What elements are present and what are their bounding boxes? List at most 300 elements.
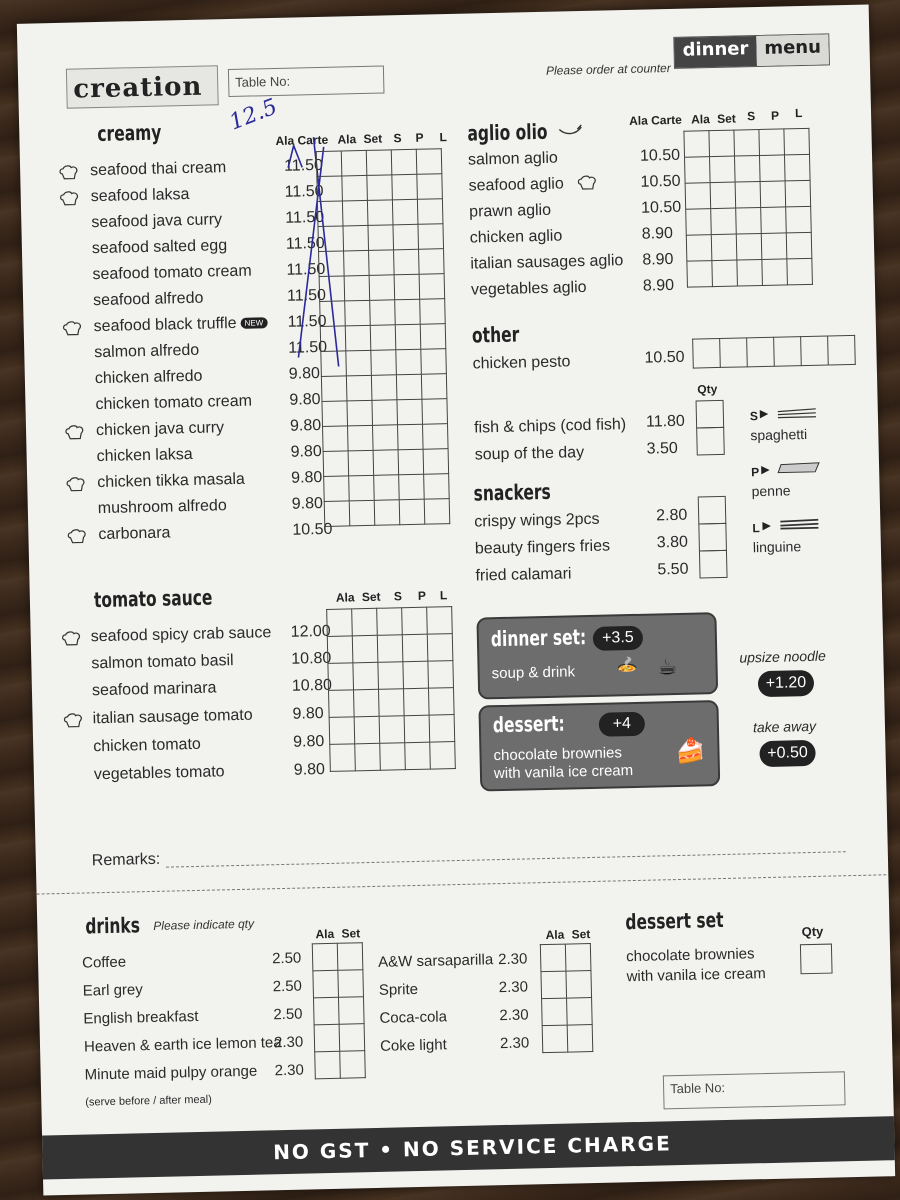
order-cell[interactable] — [367, 175, 393, 201]
order-cell[interactable] — [329, 690, 355, 718]
order-cell[interactable] — [566, 971, 592, 999]
item-name: chicken tomato cream — [95, 392, 253, 414]
item-price: 10.50 — [644, 348, 685, 367]
item-price: 11.50 — [286, 286, 327, 305]
item-price: 10.80 — [291, 649, 332, 668]
order-cell[interactable] — [329, 717, 355, 745]
item-price: 2.30 — [497, 950, 528, 969]
order-cell[interactable] — [784, 128, 810, 155]
aglio-order-grid[interactable] — [683, 128, 813, 288]
order-cell[interactable] — [324, 476, 350, 502]
order-cell[interactable] — [687, 261, 713, 288]
upsize-price: +1.20 — [758, 670, 815, 697]
qty-box[interactable] — [696, 400, 725, 429]
order-cell[interactable] — [417, 199, 443, 225]
order-cell[interactable] — [323, 451, 349, 477]
chef-hat-icon — [62, 320, 84, 336]
section-title-creamy: creamy — [97, 120, 162, 147]
dessert-set-desc-line1: chocolate brownies — [625, 945, 755, 966]
aglio-header-p: P — [770, 108, 780, 123]
order-cell[interactable] — [338, 970, 364, 998]
order-cell[interactable] — [399, 499, 425, 525]
order-cell[interactable] — [369, 250, 395, 276]
order-cell[interactable] — [422, 399, 448, 425]
order-cell[interactable] — [398, 424, 424, 450]
order-cell[interactable] — [374, 500, 400, 526]
order-cell[interactable] — [711, 208, 737, 235]
order-cell[interactable] — [342, 175, 368, 201]
order-cell[interactable] — [312, 943, 338, 971]
item-name: chicken tikka masala — [97, 470, 246, 492]
order-cell[interactable] — [416, 149, 442, 175]
drinks-header-set: Set — [341, 926, 361, 941]
order-cell[interactable] — [313, 997, 339, 1025]
order-cell[interactable] — [367, 200, 393, 226]
list-item: soup of the day — [474, 444, 585, 464]
order-cell[interactable] — [427, 634, 453, 662]
arrow-right-icon: ▶ — [762, 518, 772, 533]
list-item — [95, 368, 203, 388]
chef-hat-icon — [576, 175, 598, 191]
order-cell[interactable] — [355, 743, 381, 771]
order-cell[interactable] — [320, 301, 346, 327]
order-cell[interactable] — [686, 235, 712, 262]
item-price: 5.50 — [657, 560, 689, 579]
order-cell[interactable] — [317, 176, 343, 202]
table-number-box[interactable]: Table No: — [228, 65, 385, 97]
creation-logo: creation — [66, 65, 219, 108]
order-cell[interactable] — [340, 1051, 366, 1079]
chef-hat-icon — [65, 476, 87, 492]
order-cell[interactable] — [684, 131, 710, 158]
order-cell[interactable] — [709, 130, 735, 157]
order-cell[interactable] — [319, 276, 345, 302]
grid-row — [324, 474, 450, 502]
item-name: seafood thai cream — [89, 159, 227, 180]
item-price: 9.80 — [288, 365, 321, 383]
order-cell[interactable] — [734, 130, 760, 157]
order-cell[interactable] — [327, 609, 353, 637]
creamy-header-s: S — [393, 131, 402, 146]
order-cell[interactable] — [392, 174, 418, 200]
order-cell[interactable] — [354, 716, 380, 744]
order-cell[interactable] — [366, 150, 392, 176]
grid-row — [685, 180, 811, 209]
order-cell[interactable] — [395, 324, 421, 350]
dessert-box — [478, 700, 720, 791]
order-cell[interactable] — [403, 688, 429, 716]
order-cell[interactable] — [320, 326, 346, 352]
creamy-header-ala: Ala — [337, 132, 357, 147]
order-cell[interactable] — [342, 200, 368, 226]
order-cell[interactable] — [424, 499, 450, 525]
dessert-set-desc-line2: with vanila ice cream — [626, 965, 766, 986]
order-cell[interactable] — [316, 151, 342, 177]
order-cell[interactable] — [421, 349, 447, 375]
order-cell[interactable] — [353, 662, 379, 690]
order-cell[interactable] — [420, 299, 446, 325]
order-cell[interactable] — [404, 715, 430, 743]
list-item — [92, 237, 228, 258]
order-cell[interactable] — [393, 224, 419, 250]
order-cell[interactable] — [379, 689, 405, 717]
list-item: Coffee — [81, 953, 127, 972]
list-item — [95, 393, 252, 415]
dinner-menu-badge — [673, 33, 830, 69]
order-cell[interactable] — [330, 744, 356, 772]
order-cell[interactable] — [541, 971, 567, 999]
takeaway-price: +0.50 — [759, 740, 816, 767]
item-name: carbonara — [98, 524, 171, 544]
order-cell[interactable] — [402, 607, 428, 635]
item-price: 9.80 — [291, 494, 324, 513]
list-item — [92, 263, 252, 285]
item-price: 9.80 — [293, 761, 326, 779]
order-cell[interactable] — [403, 661, 429, 689]
order-cell[interactable] — [373, 450, 399, 476]
order-cell[interactable] — [762, 259, 788, 286]
order-cell[interactable] — [344, 275, 370, 301]
creamy-header-p: P — [415, 130, 424, 145]
section-title-drinks: drinks — [85, 913, 141, 939]
order-cell[interactable] — [424, 474, 450, 500]
dinner-set-price: +3.5 — [593, 626, 644, 651]
order-cell[interactable] — [710, 156, 736, 183]
order-cell[interactable] — [787, 258, 813, 285]
order-cell[interactable] — [394, 274, 420, 300]
item-price: 11.50 — [284, 182, 324, 201]
order-cell[interactable] — [347, 400, 373, 426]
linguine-icon — [778, 518, 820, 531]
item-price: 3.80 — [656, 533, 689, 552]
list-item — [91, 186, 190, 206]
list-item: seafood spicy crab sauce — [90, 624, 272, 646]
order-cell[interactable] — [352, 608, 378, 636]
list-item: Coca-cola — [379, 1008, 448, 1027]
order-cell[interactable] — [378, 662, 404, 690]
order-cell[interactable] — [313, 970, 339, 998]
order-cell[interactable] — [337, 943, 363, 971]
qty-box[interactable] — [698, 523, 727, 552]
grid-row — [313, 970, 364, 998]
order-cell[interactable] — [759, 155, 785, 182]
list-item: seafood marinara — [91, 679, 217, 700]
creamy-header-set: Set — [363, 131, 383, 146]
pesto-order-grid[interactable] — [692, 335, 856, 369]
remarks-line[interactable] — [166, 851, 846, 867]
order-cell[interactable] — [322, 401, 348, 427]
order-cell[interactable] — [760, 181, 786, 208]
order-cell[interactable] — [540, 944, 566, 972]
item-name: chicken laksa — [96, 445, 193, 466]
order-cell[interactable] — [418, 224, 444, 250]
aglio-header-l: L — [794, 106, 803, 121]
list-item: fried calamari — [475, 565, 572, 585]
order-cell[interactable] — [368, 225, 394, 251]
order-cell[interactable] — [354, 689, 380, 717]
order-cell[interactable] — [343, 225, 369, 251]
list-item: seafood aglio — [468, 175, 564, 195]
order-cell[interactable] — [377, 635, 403, 663]
order-cell[interactable] — [391, 149, 417, 175]
order-cell[interactable] — [346, 350, 372, 376]
list-item — [90, 159, 226, 180]
creamy-header-l: L — [439, 130, 447, 145]
dinner-set-desc: soup & drink — [491, 663, 576, 683]
order-cell[interactable] — [348, 450, 374, 476]
order-cell[interactable] — [419, 274, 445, 300]
table-number-box-bottom[interactable]: Table No: — [663, 1071, 846, 1109]
list-item — [96, 419, 224, 440]
list-item — [93, 290, 204, 310]
order-cell[interactable] — [314, 1024, 340, 1052]
order-cell[interactable] — [321, 351, 347, 377]
section-title-aglio: aglio olio — [467, 119, 548, 146]
section-title-snackers: snackers — [473, 479, 551, 506]
item-price: 10.50 — [639, 146, 681, 165]
grid-row — [314, 1024, 365, 1052]
order-cell[interactable] — [784, 154, 810, 181]
item-price: 8.90 — [641, 224, 674, 243]
order-cell[interactable] — [396, 374, 422, 400]
order-cell[interactable] — [315, 1051, 341, 1079]
order-cell[interactable] — [427, 607, 453, 635]
order-cell[interactable] — [429, 715, 455, 743]
qty-box[interactable] — [698, 496, 727, 525]
order-cell[interactable] — [542, 998, 568, 1026]
order-cell[interactable] — [735, 156, 761, 183]
order-cell[interactable] — [405, 742, 431, 770]
grid-row — [686, 232, 812, 261]
aglio-header-ala-carte: Ala Carte — [629, 112, 683, 128]
item-price: 9.80 — [290, 443, 322, 461]
order-cell[interactable] — [761, 233, 787, 260]
order-cell[interactable] — [374, 475, 400, 501]
order-cell[interactable] — [344, 250, 370, 276]
order-cell[interactable] — [346, 375, 372, 401]
order-cell[interactable] — [420, 324, 446, 350]
order-cell[interactable] — [736, 233, 762, 260]
creamy-order-grid[interactable] — [316, 148, 450, 527]
qty-box[interactable] — [699, 550, 728, 579]
order-cell[interactable] — [395, 299, 421, 325]
order-cell[interactable] — [421, 374, 447, 400]
spaghetti-icon — [776, 408, 818, 421]
list-item: Coke light — [379, 1036, 447, 1055]
item-name: chicken java curry — [95, 419, 225, 440]
item-price: 11.50 — [285, 208, 325, 227]
qty-box[interactable] — [800, 944, 833, 975]
order-cell[interactable] — [423, 449, 449, 475]
aglio-header-s: S — [746, 109, 756, 124]
order-cell[interactable] — [396, 349, 422, 375]
item-price: 12.00 — [290, 622, 331, 641]
grid-row — [541, 971, 592, 999]
order-cell[interactable] — [759, 129, 785, 156]
noodle-name: linguine — [752, 538, 802, 556]
order-cell[interactable] — [380, 743, 406, 771]
list-item: Minute maid pulpy orange — [84, 1062, 258, 1084]
order-cell[interactable] — [377, 608, 403, 636]
order-cell[interactable] — [428, 661, 454, 689]
chef-hat-icon — [62, 712, 84, 728]
list-item: fish & chips (cod fish) — [473, 416, 627, 437]
grid-row — [313, 997, 364, 1025]
item-name: seafood black truffle — [93, 314, 237, 336]
order-cell[interactable] — [327, 636, 353, 664]
order-cell[interactable] — [348, 425, 374, 451]
order-cell[interactable] — [685, 183, 711, 210]
dinner-set-title: dinner set: — [490, 625, 587, 652]
dessert-desc-line2: with vanila ice cream — [493, 762, 634, 783]
item-price: 8.90 — [642, 276, 675, 295]
list-item: Heaven & earth ice lemon tea — [83, 1034, 282, 1056]
list-item: beauty fingers fries — [474, 537, 611, 558]
section-title-dessert-set: dessert set — [625, 908, 724, 935]
tomato-header-p: P — [417, 588, 427, 603]
order-cell[interactable] — [761, 207, 787, 234]
item-name: seafood laksa — [90, 185, 190, 206]
item-price: 2.80 — [655, 506, 688, 525]
item-price: 2.30 — [499, 1006, 529, 1025]
grid-row — [324, 499, 450, 527]
order-cell[interactable] — [324, 501, 350, 527]
item-price: 10.50 — [640, 172, 681, 191]
drinks-order-grid-left[interactable] — [312, 942, 366, 1079]
tomato-order-grid[interactable] — [326, 606, 456, 772]
tomato-header-set: Set — [361, 589, 381, 605]
order-cell[interactable] — [786, 206, 812, 233]
list-item: vegetables aglio — [470, 278, 587, 299]
order-cell[interactable] — [345, 325, 371, 351]
grid-row — [330, 742, 456, 772]
order-cell[interactable] — [565, 944, 591, 972]
order-cell[interactable] — [399, 474, 425, 500]
dinner-label: dinner — [674, 36, 756, 68]
order-cell[interactable] — [345, 300, 371, 326]
order-cell[interactable] — [373, 425, 399, 451]
order-cell[interactable] — [328, 663, 354, 691]
section-title-other: other — [471, 322, 520, 348]
order-cell[interactable] — [392, 199, 418, 225]
item-name: seafood alfredo — [92, 289, 204, 310]
order-cell[interactable] — [339, 1024, 365, 1052]
tomato-header-l: L — [439, 588, 448, 603]
grid-row — [320, 324, 446, 352]
order-cell[interactable] — [736, 207, 762, 234]
dessert-title: dessert: — [492, 711, 565, 738]
order-cell[interactable] — [370, 325, 396, 351]
order-cell[interactable] — [786, 232, 812, 259]
order-cell[interactable] — [394, 249, 420, 275]
item-price: 8.90 — [642, 250, 674, 269]
list-item — [91, 211, 222, 232]
drinks-order-grid-right[interactable] — [540, 943, 593, 1053]
item-price: 10.50 — [292, 520, 333, 539]
order-cell[interactable] — [317, 201, 343, 227]
order-cell[interactable] — [341, 150, 367, 176]
item-price: 2.30 — [498, 978, 529, 997]
order-cell[interactable] — [567, 998, 593, 1026]
coffee-cup-icon: ☕ — [657, 654, 678, 681]
order-cell[interactable] — [428, 688, 454, 716]
order-cell[interactable] — [735, 181, 761, 208]
order-cell[interactable] — [430, 742, 456, 770]
order-cell[interactable] — [417, 174, 443, 200]
footer-banner: NO GST • NO SERVICE CHARGE — [32, 1116, 895, 1180]
order-cell[interactable] — [318, 226, 344, 252]
order-cell[interactable] — [711, 234, 737, 261]
order-cell[interactable] — [319, 251, 345, 277]
order-cell[interactable] — [370, 300, 396, 326]
grid-row — [322, 399, 448, 427]
order-cell[interactable] — [419, 249, 445, 275]
order-cell[interactable] — [712, 260, 738, 287]
takeaway-label: take away — [752, 717, 817, 736]
order-cell[interactable] — [371, 350, 397, 376]
order-cell[interactable] — [379, 716, 405, 744]
item-price: 2.50 — [271, 949, 302, 968]
grid-row — [317, 199, 443, 227]
list-item: salmon tomato basil — [91, 652, 234, 673]
grid-row — [329, 688, 455, 718]
noodle-name: spaghetti — [750, 425, 808, 444]
order-cell[interactable] — [323, 426, 349, 452]
grid-row — [327, 634, 453, 664]
item-price: 9.80 — [291, 469, 323, 487]
chef-hat-icon — [58, 164, 80, 180]
order-cell[interactable] — [685, 157, 711, 184]
order-cell[interactable] — [423, 424, 449, 450]
order-cell[interactable] — [686, 209, 712, 236]
item-name: chicken alfredo — [94, 367, 203, 388]
order-cell[interactable] — [737, 259, 763, 286]
order-cell[interactable] — [402, 634, 428, 662]
grid-row — [320, 299, 446, 327]
item-price: 2.50 — [272, 977, 303, 996]
order-cell[interactable] — [352, 635, 378, 663]
order-cell[interactable] — [349, 475, 375, 501]
drinks-note: Please indicate qty — [153, 916, 255, 933]
order-cell[interactable] — [785, 180, 811, 207]
order-cell[interactable] — [321, 376, 347, 402]
order-cell[interactable] — [338, 997, 364, 1025]
menu-label: menu — [756, 34, 829, 66]
grid-row — [312, 943, 363, 971]
item-price: 9.80 — [292, 733, 325, 751]
order-cell[interactable] — [372, 400, 398, 426]
order-cell[interactable] — [710, 182, 736, 209]
grid-row — [685, 154, 811, 183]
order-cell[interactable] — [371, 375, 397, 401]
item-price: 11.50 — [285, 234, 325, 253]
grid-row — [329, 715, 455, 745]
qty-box[interactable] — [696, 427, 725, 456]
drinks-list-left — [81, 949, 342, 1109]
order-cell[interactable] — [398, 449, 424, 475]
order-cell[interactable] — [567, 1025, 593, 1053]
order-cell[interactable] — [397, 399, 423, 425]
list-item: chicken pesto — [472, 353, 571, 373]
grid-row — [321, 349, 447, 377]
item-name: seafood salted egg — [91, 237, 228, 258]
order-cell[interactable] — [542, 1025, 568, 1053]
list-item — [94, 342, 199, 362]
dessert-price: +4 — [599, 712, 646, 737]
grid-row — [327, 607, 453, 637]
order-cell[interactable] — [349, 500, 375, 526]
order-cell[interactable] — [369, 275, 395, 301]
